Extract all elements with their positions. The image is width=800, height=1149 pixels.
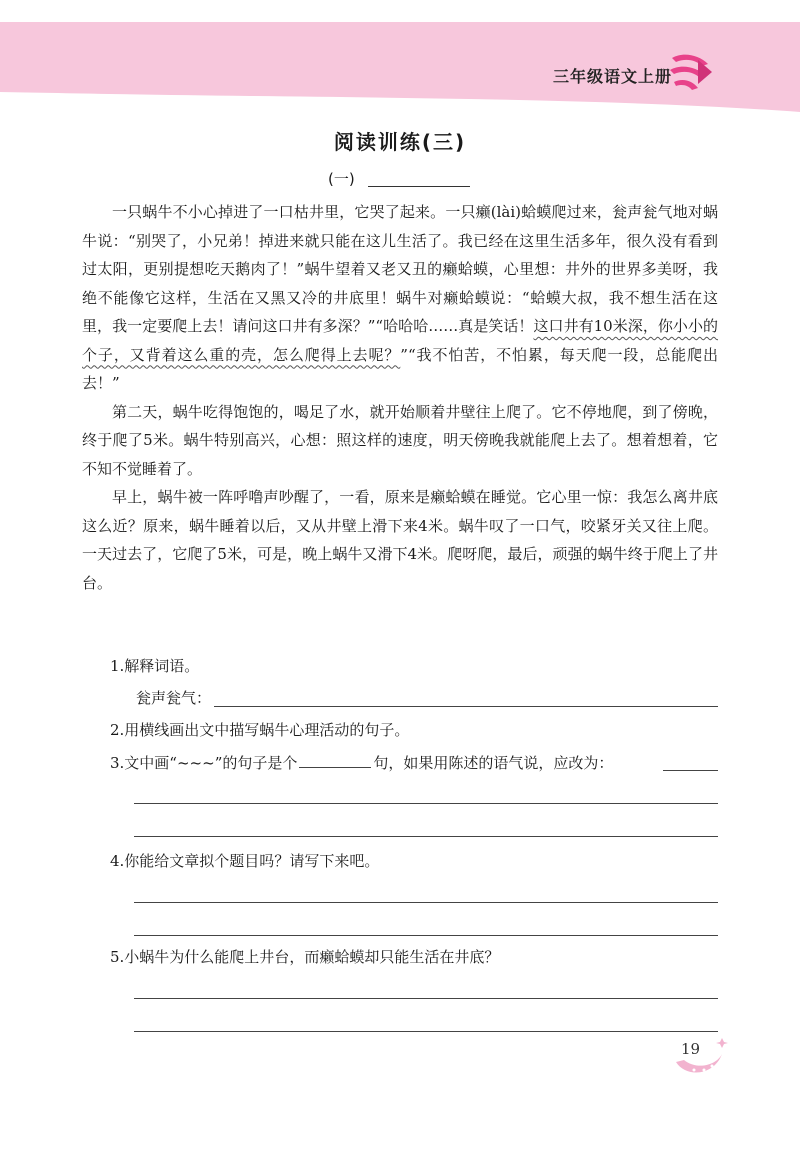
question-3-text: 3.文中画“ bbox=[110, 754, 177, 772]
answer-line-3c[interactable] bbox=[134, 836, 718, 837]
page-number: 19 bbox=[681, 1040, 701, 1058]
section-title-blank[interactable] bbox=[368, 186, 470, 187]
question-4: 4.你能给文章拟个题目吗？请写下来吧。 bbox=[110, 852, 380, 870]
answer-line-1[interactable] bbox=[214, 706, 718, 707]
answer-line-5b[interactable] bbox=[134, 1031, 718, 1032]
wavy-underlined-sentence: 这口井有10米深，你小小的个子，又背着这么重的壳，怎么爬得上去呢？ bbox=[82, 317, 719, 364]
sentence-type-blank[interactable] bbox=[299, 753, 371, 768]
answer-line-3a[interactable] bbox=[663, 770, 718, 771]
question-2: 2.用横线画出文中描写蜗牛心理活动的句子。 bbox=[110, 721, 410, 739]
question-1-term: 瓮声瓮气： bbox=[136, 689, 212, 707]
answer-line-5a[interactable] bbox=[134, 998, 718, 999]
publisher-logo-icon bbox=[668, 50, 714, 94]
wavy-mark-symbol: ~~~ bbox=[176, 754, 215, 772]
question-1: 1.解释词语。 bbox=[110, 657, 200, 675]
question-5: 5.小蜗牛为什么能爬上井台，而癞蛤蟆却只能生活在井底？ bbox=[110, 948, 500, 966]
passage-paragraph-1 bbox=[82, 198, 718, 398]
reading-passage bbox=[82, 198, 718, 597]
passage-text: 一只蜗牛不小心掉进了一口枯井里，它哭了起来。一只癞(lài)蛤蟆爬过来，瓮声瓮气地对蜗牛说：“别哭了，小兄弟！掉进来就只能在这儿生活了。我已经在这里生活多年，很久没有看到过太阳，更别提想吃天鹅肉了！”蜗牛望着又老又丑的癞蛤蟆，心里想：井外的世界多美呀，我绝不能像它这样，生活在又黑又冷的井底里！蜗牛对癞蛤蟆说：“蛤蟆大叔，我不想生活在这里，我一定要爬上去！请问这口井有多深？”“哈哈哈……真是笑话！ bbox=[82, 203, 718, 335]
page-title: 阅读训练(三) bbox=[333, 130, 467, 154]
question-3 bbox=[110, 752, 613, 773]
section-label: (一) bbox=[328, 170, 355, 188]
passage-paragraph-3: 早上，蜗牛被一阵呼噜声吵醒了，一看，原来是癞蛤蟆在睡觉。它心里一惊：我怎么离井底这么近？原来，蜗牛睡着以后，又从井壁上滑下来4米。蜗牛叹了一口气，咬紧牙关又往上爬。一天过去了，它爬了5米，可是，晚上蜗牛又滑下4米。爬呀爬，最后，顽强的蜗牛终于爬上了井台。 bbox=[82, 488, 718, 592]
book-title: 三年级语文上册 bbox=[552, 67, 672, 86]
passage-paragraph-2: 第二天，蜗牛吃得饱饱的，喝足了水，就开始顺着井壁往上爬了。它不停地爬，到了傍晚，终于爬了5米。蜗牛特别高兴，心想：照这样的速度，明天傍晚我就能爬上去了。想着想着，它不知不觉睡着了。 bbox=[82, 402, 718, 478]
question-3-text: ”的句子是个 bbox=[214, 754, 298, 772]
passage-text: ”“我不怕苦，不怕累，每天爬一段，总能爬出去！” bbox=[82, 345, 718, 392]
answer-line-4a[interactable] bbox=[134, 902, 718, 903]
answer-line-4b[interactable] bbox=[134, 935, 718, 936]
answer-line-3b[interactable] bbox=[134, 803, 718, 804]
question-3-text: 句，如果用陈述的语气说，应改为： bbox=[373, 754, 614, 772]
